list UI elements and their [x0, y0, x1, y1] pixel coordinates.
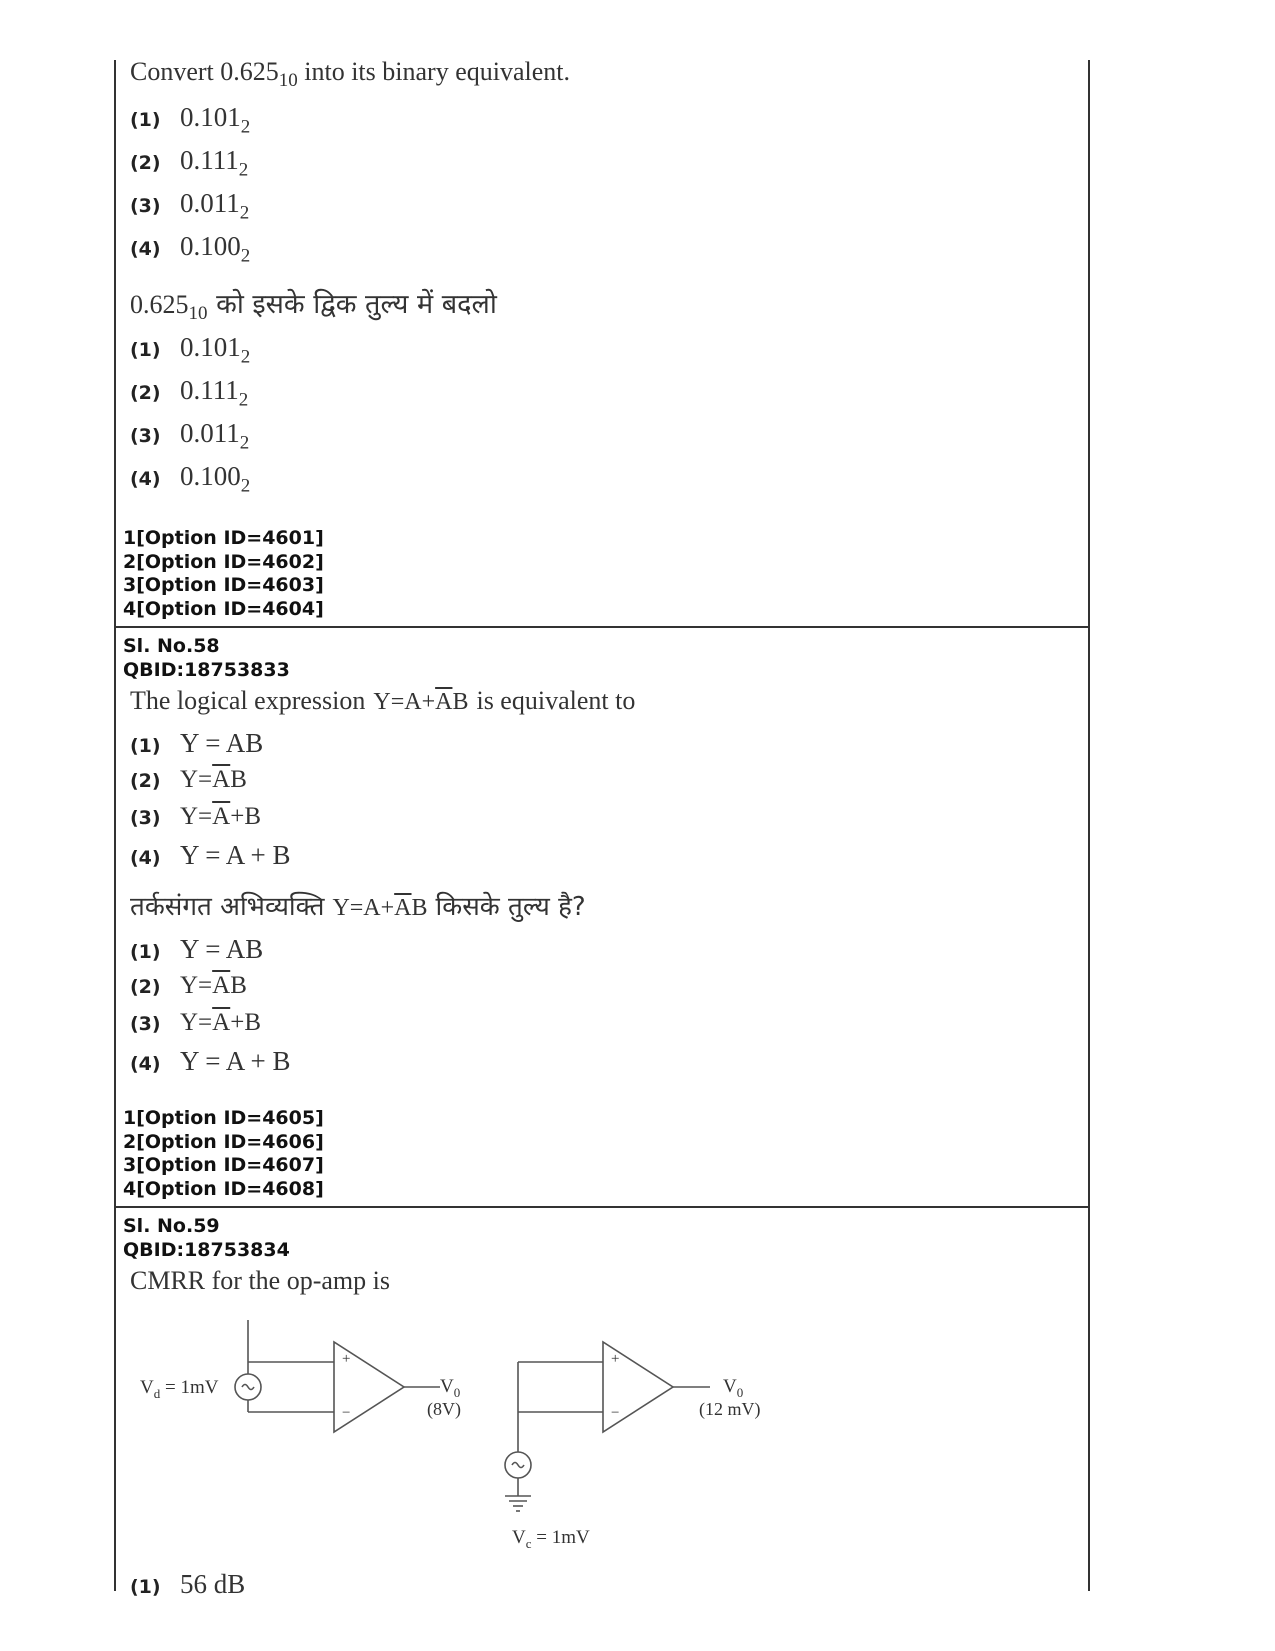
option-id: 4[Option ID=4604]	[123, 597, 324, 620]
qbid: QBID:18753834	[123, 1238, 290, 1261]
option-2: (2) $Y=\overline{A}B$	[130, 766, 247, 793]
serial-number: Sl. No.58	[123, 635, 220, 657]
plus-sign: +	[611, 1351, 620, 1367]
option-4: (4) $0.100_2$	[130, 461, 251, 497]
option-id: 2[Option ID=4602]	[123, 550, 324, 573]
option-id: 4[Option ID=4608]	[123, 1177, 324, 1200]
option-id: 3[Option ID=4607]	[123, 1154, 324, 1176]
serial-number: Sl. No.59	[123, 1215, 220, 1237]
vd-label: $V_d = 1mV$	[140, 1377, 219, 1401]
vc-label: $V_c = 1mV$	[512, 1527, 590, 1551]
option-1: (1) $0.101_2$	[130, 102, 251, 138]
option-3: (3) $0.011_2$	[130, 418, 250, 454]
question-59-english: CMRR for the op-amp is	[130, 1266, 390, 1295]
question-57-english: Convert $0.625_{10}$ into its binary equivalent.	[130, 57, 570, 92]
row-divider	[114, 626, 1090, 628]
row-divider	[114, 1206, 1090, 1208]
minus-sign: −	[611, 1405, 620, 1421]
question-57-hindi: $0.625_{10}$ को इसके द्विक तुल्य में बदलो	[130, 289, 497, 325]
minus-sign: −	[342, 1405, 351, 1421]
op-amp-circuit-diagram	[130, 1320, 790, 1570]
option-id: 3[Option ID=4603]	[123, 574, 324, 596]
option-3: (3) $Y=\overline{A}+B$	[130, 803, 261, 830]
question-58-header	[123, 635, 290, 682]
option-id-list	[123, 1107, 324, 1201]
table-border-left	[114, 60, 116, 1591]
option-id: 1[Option ID=4605]	[123, 1107, 324, 1129]
option-id-list	[123, 527, 324, 621]
option-2: (2) $0.111_2$	[130, 375, 249, 411]
plus-sign: +	[342, 1351, 351, 1367]
table-border-right	[1088, 60, 1090, 1591]
option-4: (4) $0.100_2$	[130, 231, 251, 267]
option-2: (2) $Y=\overline{A}B$	[130, 972, 247, 999]
option-1: (1) $0.101_2$	[130, 332, 251, 368]
option-id: 1[Option ID=4601]	[123, 527, 324, 549]
question-58-hindi: तर्कसंगत अभिव्यक्ति $Y=A+\overline{A}B$ किसके तुल्य है?	[130, 892, 586, 922]
option-3: (3) $0.011_2$	[130, 188, 250, 224]
option-id: 2[Option ID=4606]	[123, 1130, 324, 1153]
option-1: (1) 56 dB	[130, 1569, 246, 1599]
vo1-label: $V_0$	[440, 1376, 461, 1400]
option-2: (2) $0.111_2$	[130, 145, 249, 181]
qbid: QBID:18753833	[123, 658, 290, 681]
option-3: (3) $Y=\overline{A}+B$	[130, 1009, 261, 1036]
vo1-value: (8V)	[427, 1399, 461, 1419]
question-59-header	[123, 1215, 290, 1262]
option-4: (4) Y = A + B	[130, 1046, 291, 1076]
question-58-english: The logical expression $Y=A+\overline{A}B$ is equivalent to	[130, 686, 636, 715]
vo2-value: (12 mV)	[699, 1399, 761, 1419]
option-4: (4) Y = A + B	[130, 840, 291, 870]
option-1: (1) Y = AB	[130, 728, 264, 758]
vo2-label: $V_0$	[723, 1376, 744, 1400]
option-1: (1) Y = AB	[130, 934, 264, 964]
